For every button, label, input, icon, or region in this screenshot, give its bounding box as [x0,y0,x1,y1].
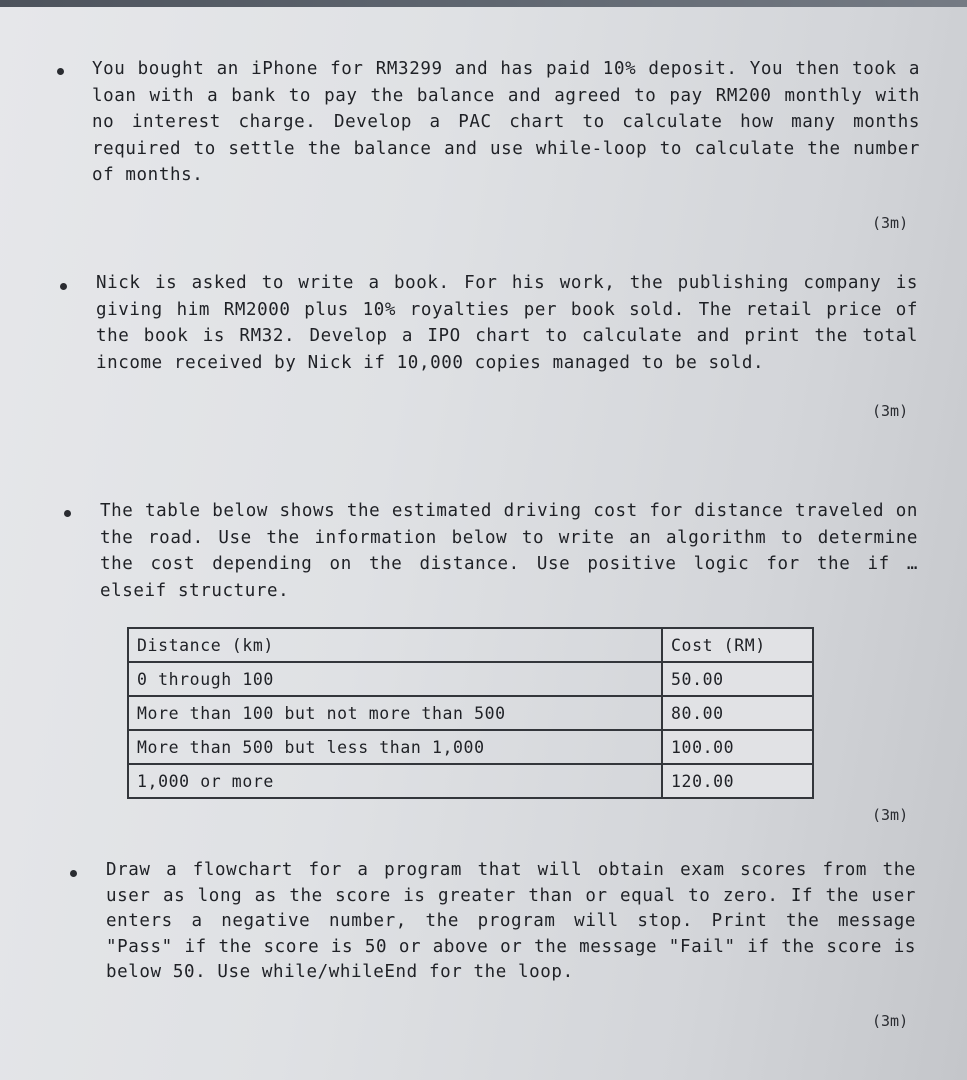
table-row [128,764,813,798]
question-2-marks: (3m) [872,402,909,420]
bullet-4 [70,870,77,877]
bullet-1 [57,68,64,75]
question-1-marks: (3m) [872,214,909,232]
row-1-cost: 50.00 [662,662,813,696]
question-1-text: You bought an iPhone for RM3299 and has paid 10% deposit. You then took a loan with a bank to pay the balance and agreed to pay RM200 monthly with no interest charge. Develop a PAC chart to calculate how many months required to settle the balance and use while-loop to calculate the number of months. [92,59,920,185]
question-2-text: Nick is asked to write a book. For his work, the publishing company is giving him RM2000 plus 10% royalties per book sold. The retail price of the book is RM32. Develop a IPO chart to calculate and print the total income received by Nick if 10,000 copies managed to be sold. [96,273,918,373]
row-2-cost: 80.00 [662,696,813,730]
table-row [128,696,813,730]
top-edge [0,0,967,7]
question-4-text: Draw a flowchart for a program that will obtain exam scores from the user as long as the score is greater than or equal to zero. If the user enters a negative number, the program will stop. Print the message "Pass" if the score is 50 or above or the message "Fail" if the score is below 50. Use while/whileEnd for the loop. [106,860,916,982]
table-row [128,730,813,764]
table-row [128,662,813,696]
table-header-row [128,628,813,662]
question-3-marks: (3m) [872,806,909,824]
row-4-distance: 1,000 or more [128,764,662,798]
row-3-cost: 100.00 [662,730,813,764]
row-4-cost: 120.00 [662,764,813,798]
header-distance: Distance (km) [128,628,662,662]
row-3-distance: More than 500 but less than 1,000 [128,730,662,764]
row-2-distance: More than 100 but not more than 500 [128,696,662,730]
bullet-2 [60,283,67,290]
header-cost: Cost (RM) [662,628,813,662]
bullet-3 [64,510,71,517]
question-4-marks: (3m) [872,1012,909,1030]
question-3-text: The table below shows the estimated driving cost for distance traveled on the road. Use the information below to write an algorithm to determine the cost depending on the distance. Use positive logic for the if … elseif structure. [100,501,918,601]
driving-cost-table [127,627,814,799]
row-1-distance: 0 through 100 [128,662,662,696]
